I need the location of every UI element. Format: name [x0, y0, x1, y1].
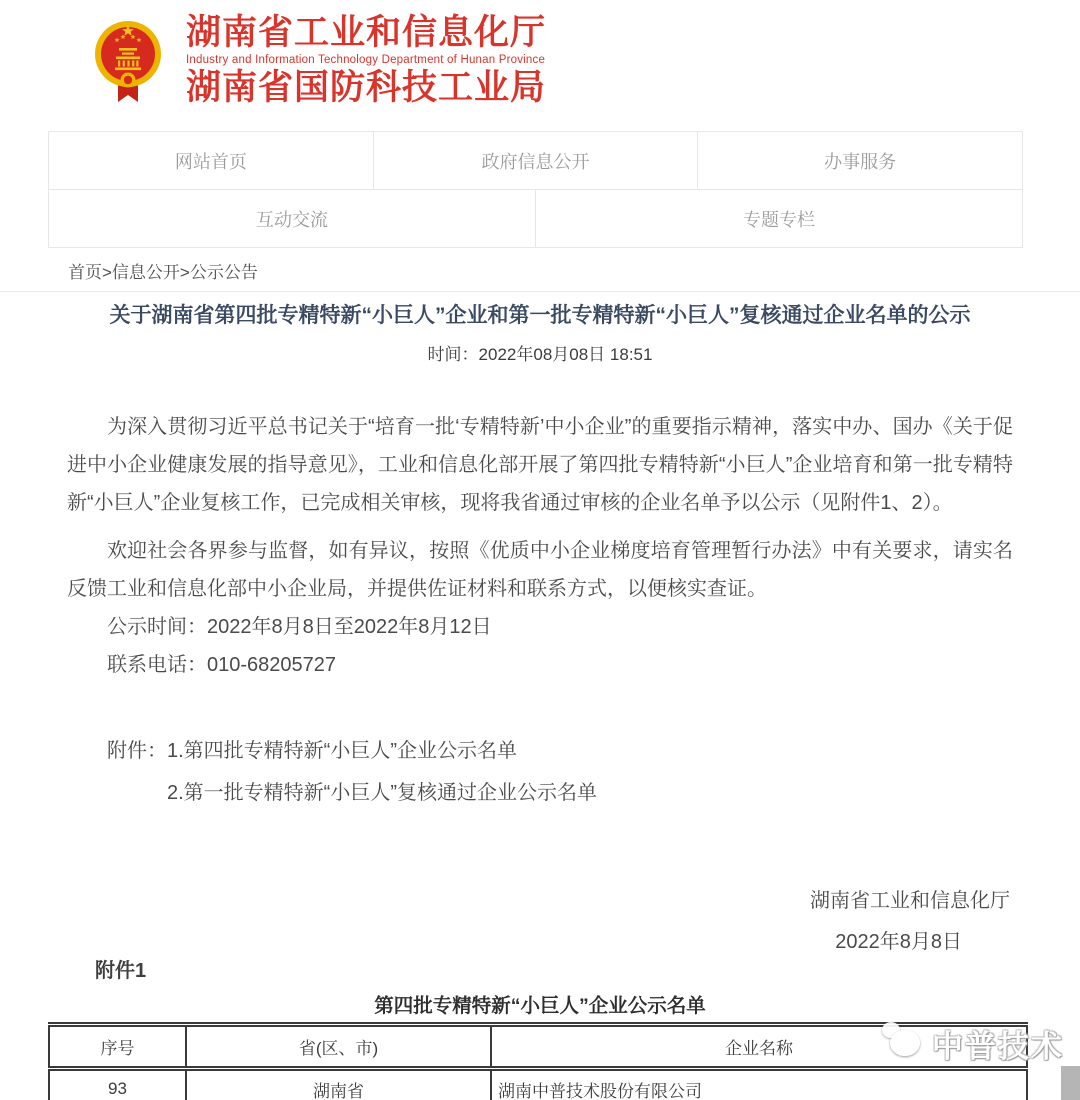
watermark-text: 中普技术: [932, 1028, 1064, 1064]
attachment-list: [67, 732, 1013, 812]
breadcrumb[interactable]: 首页>信息公开>公示公告: [68, 263, 258, 282]
table-title: 第四批专精特新“小巨人”企业公示名单: [374, 995, 706, 1017]
table-header-row: [49, 1025, 1027, 1069]
nav-row-2: [49, 190, 1023, 248]
cell-company: 湖南中普技术股份有限公司: [491, 1069, 1027, 1100]
contact-phone: 联系电话：010-68205727: [107, 654, 337, 676]
attachment-link-2: 2.第一批专精特新“小巨人”复核通过企业公示名单: [167, 782, 597, 804]
header-org-names: [186, 14, 546, 107]
signature-date: 2022年8月8日: [835, 931, 962, 953]
col-header-company: 企业名称: [491, 1025, 1027, 1069]
public-period: 公示时间：2022年8月8日至2022年8月12日: [107, 616, 492, 638]
nav-item-home[interactable]: 网站首页: [49, 132, 374, 190]
attachment-link-1: 附件：1.第四批专精特新“小巨人”企业公示名单: [107, 740, 517, 762]
publish-time: 时间：2022年08月08日 18:51: [427, 345, 653, 364]
org-name-cn-2: 湖南省国防科技工业局: [186, 68, 547, 107]
cell-seq: 93: [49, 1069, 186, 1100]
divider: [0, 291, 1080, 292]
nav-item-services[interactable]: 办事服务: [698, 132, 1023, 190]
paragraph-1: 为深入贯彻习近平总书记关于“培育一批‘专精特新’中小企业”的重要指示精神，落实中办、国办《关于促进中小企业健康发展的指导意见》，工业和信息化部开展了第四批专精特新“小巨人”企业培育和第一批专精特新“小巨人”企业复核工作，已完成相关审核，现将我省通过审核的企业名单予以公示（见附件1、2）。: [67, 416, 1013, 514]
table-row: [49, 1069, 1027, 1100]
company-table: [48, 1022, 1028, 1100]
org-name-cn-1: 湖南省工业和信息化厅: [186, 13, 547, 52]
org-name-en: Industry and Information Technology Department of Hunan Province: [186, 54, 546, 66]
paragraph-2: 欢迎社会各界参与监督，如有异议，按照《优质中小企业梯度培育管理暂行办法》中有关要求，请实名反馈工业和信息化部中小企业局，并提供佐证材料和联系方式，以便核实查证。: [67, 540, 1013, 600]
nav-item-gov-info[interactable]: 政府信息公开: [374, 132, 699, 190]
scrollbar-thumb[interactable]: [1061, 1066, 1080, 1100]
main-nav: [48, 131, 1023, 248]
page-title: 关于湖南省第四批专精特新“小巨人”企业和第一批专精特新“小巨人”复核通过企业名单的公示: [109, 304, 971, 327]
nav-item-special-topics[interactable]: 专题专栏: [536, 190, 1023, 248]
nav-row-1: [49, 132, 1023, 190]
article-body: [67, 408, 1013, 812]
col-header-seq: 序号: [49, 1025, 186, 1069]
signature-org: 湖南省工业和信息化厅: [810, 890, 1010, 912]
attachment-1-label: 附件1: [95, 960, 147, 982]
nav-item-interaction[interactable]: 互动交流: [49, 190, 536, 248]
col-header-region: 省(区、市): [186, 1025, 491, 1069]
national-emblem-icon: [93, 12, 163, 110]
cell-region: 湖南省: [186, 1069, 491, 1100]
